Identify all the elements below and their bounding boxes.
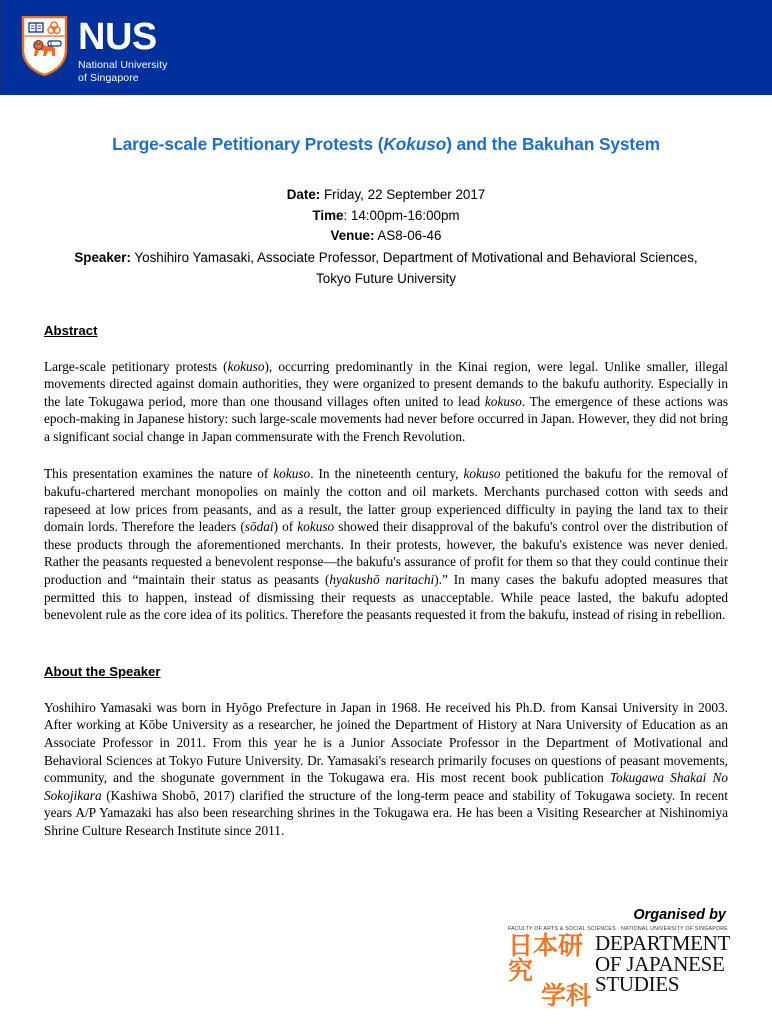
event-speaker-label: Speaker: (74, 249, 131, 265)
abstract-p2-italic2: kokuso (463, 466, 501, 482)
title-part2: ) and the Bakuhan System (446, 134, 660, 154)
event-venue-value: AS8-06-46 (377, 228, 442, 243)
event-time-line (44, 206, 728, 227)
kanji-block (508, 933, 591, 1008)
kanji-row-1: 日本研究 (508, 931, 584, 985)
faculty-line: FACULTY OF ARTS & SOCIAL SCIENCES · NATIONAL UNIVERSITY OF SINGAPORE (508, 926, 728, 932)
event-date-line (44, 185, 728, 206)
dept-words (595, 933, 730, 995)
event-speaker-value: Yoshihiro Yamasaki, Associate Professor, Department of Motivational and Behavioral Sciences, Tokyo Future University (134, 249, 698, 286)
dept-line-2: OF JAPANESE (595, 951, 725, 976)
nus-header-band (0, 0, 772, 95)
nus-subtitle (78, 59, 167, 85)
nus-crest-icon (21, 16, 68, 76)
abstract-p2-seg3: petitioned the bakufu for the removal of bakufu-chartered merchant monopolies on mainly the cotton and oil markets. Merchants purchased cotton with seeds and rapeseed at low prices from peasants, and as a result, the latter group experienced difficulty in paying the land tax to their domain lords. Therefore the leaders ( (44, 466, 728, 535)
department-of-japanese-studies-logo (508, 926, 730, 1008)
page-title (44, 133, 728, 155)
event-speaker-line (44, 247, 728, 289)
abstract-heading: Abstract (44, 322, 98, 338)
dept-logo-body (508, 933, 730, 1008)
footer (0, 895, 772, 1024)
organised-by-label: Organised by (633, 907, 726, 923)
kanji-row-2: 学科 (541, 981, 592, 1010)
abstract-p2-seg2: . In the nineteenth century, (310, 466, 464, 482)
event-details (44, 185, 728, 289)
abstract-p2-seg1: This presentation examines the nature of (44, 466, 274, 482)
dept-line-3: STUDIES (595, 972, 680, 996)
abstract-p1-italic2: kokuso (484, 393, 522, 409)
speaker-bio-book-title: Tokugawa Shakai No Sokojikara (44, 770, 729, 803)
abstract-paragraph-2 (44, 465, 728, 623)
abstract-p1-italic1: kokuso (227, 358, 265, 374)
abstract-p2-italic3: sōdai (244, 519, 274, 535)
abstract-p2-seg6: ).” In many cases the bakufu adopted measures that permitted this to happen, instead of dismissing their requests as unacceptable. While peace lasted, the bakufu adopted benevolent rule as the core idea of its politics. Therefore the peasants requested it from the bakufu, instead of rising in rebellion. (44, 572, 728, 623)
title-italic-term: Kokuso (383, 134, 447, 154)
event-venue-line (44, 226, 728, 247)
nus-letters: NUS (78, 16, 157, 58)
dept-line-1: DEPARTMENT (595, 931, 730, 955)
speaker-section-heading: About the Speaker (44, 663, 161, 679)
abstract-paragraph-1 (44, 358, 728, 446)
event-date-value: Friday, 22 September 2017 (323, 187, 486, 202)
abstract-p2-seg4: ) of (273, 519, 298, 535)
abstract-p2-italic5: hyakushō naritachi (329, 572, 435, 588)
abstract-p2-italic4: kokuso (297, 519, 335, 535)
abstract-p1-seg2: ), occurring predominantly in the Kinai region, were legal. Unlike smaller, illegal movements directed against domain authorities, they were organized to present demands to the bakufu authority. Especially in the late Tokugawa period, more than one thousand villages often united to lead (44, 358, 728, 409)
abstract-p2-italic1: kokuso (273, 466, 311, 482)
nus-subtitle-line1: National University (78, 59, 168, 71)
nus-subtitle-line2: of Singapore (78, 72, 139, 84)
nus-wordmark (78, 18, 167, 85)
event-date-label: Date: (286, 187, 321, 202)
speaker-bio-seg2: (Kashiwa Shobō, 2017) clarified the structure of the long-term peace and stability of Tokugawa society. In recent years A/P Yamazaki has also been researching shrines in the Tokugawa era. He has been a Visiting Researcher at Nishinomiya Shrine Culture Research Institute since 2011. (44, 787, 728, 838)
title-part1: Large-scale Petitionary Protests ( (112, 134, 384, 154)
speaker-bio-paragraph (44, 699, 728, 840)
nus-logo (21, 16, 167, 85)
abstract-p1-seg1: Large-scale petitionary protests ( (44, 358, 228, 374)
abstract-p1-seg3: . The emergence of these actions was epoch-making in Japanese history: such large-scale movements had never before occurred in Japan. However, they did not bring a significant social change in Japan commensurate with the French Revolution. (44, 393, 729, 444)
event-venue-label: Venue: (330, 228, 375, 243)
event-time-value: : 14:00pm-16:00pm (343, 207, 460, 223)
abstract-p2-seg5: showed their disapproval of the bakufu's control over the distribution of these products through the aforementioned merchants. In their protests, however, the bakufu's existence was never denied. Rather the peasants requested a benevolent response—the bakufu's assurance of profit for them so that they could continue their production and “maintain their status as peasants ( (44, 519, 728, 588)
speaker-bio-seg1: Yoshihiro Yamasaki was born in Hyōgo Prefecture in Japan in 1968. He received his Ph.D. from Kansai University in 2003. After working at Kōbe University as a researcher, he joined the Department of History at Nara University of Education as an Associate Professor in 2011. From this year he is a Junior Associate Professor in the Department of Motivational and Behavioral Sciences at Tokyo Future University. Dr. Yamasaki's research primarily focuses on questions of peasant movements, community, and the shogunate government in the Tokugawa era. His most recent book publication (44, 699, 728, 786)
poster-content (0, 95, 772, 840)
event-time-label: Time (312, 207, 344, 223)
